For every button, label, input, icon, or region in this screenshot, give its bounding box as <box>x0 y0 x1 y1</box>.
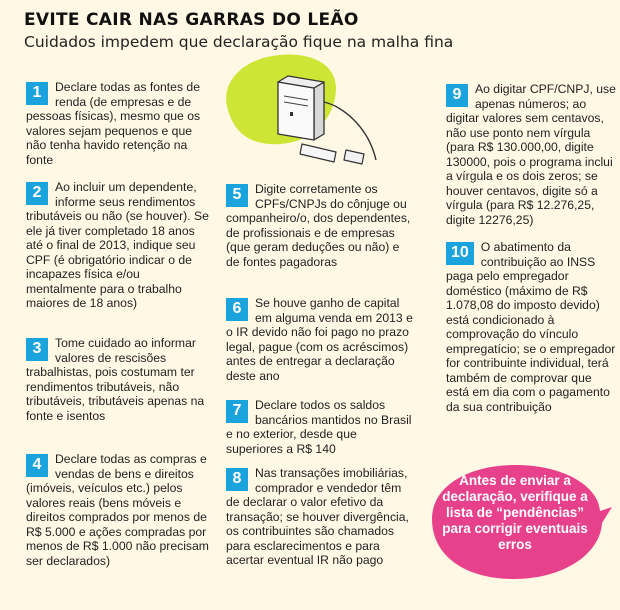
tip-4 <box>26 452 209 568</box>
tip-number-badge: 1 <box>26 82 48 105</box>
tip-number-badge: 8 <box>226 468 248 491</box>
tip-number-badge: 5 <box>226 184 248 207</box>
tip-text: Declare todos os saldos bancários mantidos no Brasil e no exterior, desde que superiores a R$ 140 <box>226 398 412 456</box>
tip-text: Se houve ganho de capital em alguma venda em 2013 e o IR devido não foi pago no prazo legal, pague (com os acréscimos) antes de entregar a declaração deste ano <box>226 296 413 383</box>
tip-text: Nas transações imobiliárias, comprador e vendedor têm de declarar o valor efetivo da transação; se houver divergência, os contribuintes são chamados para esclarecimentos e para acertar eventual IR não pago <box>226 466 409 567</box>
tip-text: Declare todas as fontes de renda (de empresas e de pessoas físicas), mesmo que os valores sejam pequenos e que não tenha havido retenção na fonte <box>26 80 201 167</box>
page-title: EVITE CAIR NAS GARRAS DO LEÃO <box>24 10 359 30</box>
tip-9 <box>446 82 616 227</box>
page-subtitle: Cuidados impedem que declaração fique na malha fina <box>24 33 454 51</box>
tip-10 <box>446 240 616 414</box>
tip-text: Ao incluir um dependente, informe seus rendimentos tributáveis ou não (se houver). Se ele já tiver completado 18 anos até o final de 2013, indique seu CPF (é obrigatório indicar o de incapazes física e/ou mentalmente para o trabalho maiores de 18 anos) <box>26 180 209 310</box>
tip-3 <box>26 336 209 423</box>
tip-2 <box>26 180 209 311</box>
tip-number-badge: 7 <box>226 400 248 423</box>
tip-7 <box>226 398 416 456</box>
tip-8 <box>226 466 416 568</box>
tip-1 <box>26 80 209 167</box>
tip-number-badge: 2 <box>26 182 48 205</box>
tip-5 <box>226 182 416 269</box>
tip-text: O abatimento da contribuição ao INSS paga pelo empregador doméstico (máximo de R$ 1.078,08 do imposto devido) está condicionado à comprovação do vínculo empregatício; se o empregador for contribuinte individual, terá também de comprovar que está em dia com o pagamento da sua contribuição <box>446 240 616 414</box>
computer-illustration <box>218 44 388 177</box>
tip-number-badge: 4 <box>26 454 48 477</box>
tip-number-badge: 3 <box>26 338 48 361</box>
tip-number-badge: 6 <box>226 298 248 321</box>
tip-text: Digite corretamente os CPFs/CNPJs do cônjuge ou companheiro/o, dos dependentes, de profissionais e de empresas (que geram deduções ou não) e de fontes pagadoras <box>226 182 411 269</box>
tip-text: Ao digitar CPF/CNPJ, use apenas números; ao digitar valores sem centavos, não use ponto nem vírgula (para R$ 130.000,00, digite 130000, pois o programa inclui a vírgula e os dois zeros; se houver centavos, digite só a vírgula (para R$ 12.276,25, digite 12276,25) <box>446 82 616 227</box>
tip-text: Tome cuidado ao informar valores de rescisões trabalhistas, pois costumam ter rendimentos tributáveis, não tributáveis, tributáveis apenas na fonte e isentos <box>26 336 205 423</box>
tip-number-badge: 10 <box>446 242 474 265</box>
tip-text: Declare todas as compras e vendas de bens e direitos (imóveis, veículos etc.) pelos valores reais (bens móveis e direitos comprados por menos de R$ 5.000 e ações compradas por menos de R$ 1.000 não precisam ser declarados) <box>26 452 209 568</box>
tip-6 <box>226 296 416 383</box>
tip-number-badge: 9 <box>446 84 468 107</box>
callout-bubble <box>412 459 614 591</box>
callout-text: Antes de enviar a declaração, verifique a lista de “pendências” para corrigir eventuais erros <box>442 473 588 552</box>
